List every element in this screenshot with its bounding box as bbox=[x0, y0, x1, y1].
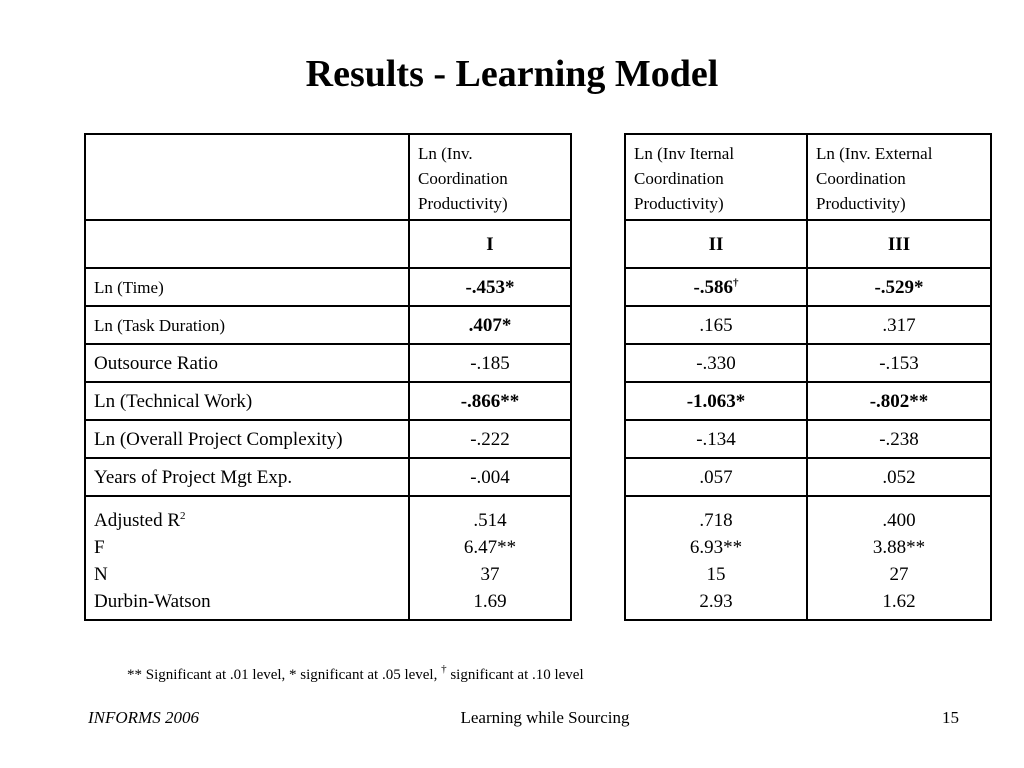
n-value: 27 bbox=[889, 564, 909, 585]
dagger-symbol: † bbox=[733, 276, 739, 289]
adjusted-r2-label: Adjusted $R^2$ bbox=[94, 510, 186, 531]
f-label: F bbox=[94, 537, 105, 558]
f-value: 3.88** bbox=[872, 537, 926, 558]
header-column-model-i: Ln (Inv. Coordination Productivity) bbox=[409, 134, 571, 220]
coefficient-cell-model-iii: .052 bbox=[807, 458, 991, 496]
stats-values-cell-model-ii bbox=[625, 496, 807, 620]
table-row bbox=[625, 268, 991, 306]
f-value: 6.93** bbox=[689, 537, 743, 558]
page-number: 15 bbox=[942, 708, 959, 727]
adjusted-r2-value: .400 bbox=[882, 510, 916, 531]
table-row-stats bbox=[85, 496, 571, 620]
results-table-model-i bbox=[84, 133, 572, 621]
stats-labels-cell bbox=[85, 496, 409, 620]
stats-values-cell-model-iii bbox=[807, 496, 991, 620]
table-row bbox=[625, 382, 991, 420]
coefficient-cell-model-iii: -.529* bbox=[807, 268, 991, 306]
coefficient-cell: -.004 bbox=[409, 458, 571, 496]
results-table-models-ii-iii bbox=[624, 133, 992, 621]
table-row bbox=[625, 306, 991, 344]
header-label-cell bbox=[85, 134, 409, 220]
stats-values-cell-model-i bbox=[409, 496, 571, 620]
variable-label: Ln (Time) bbox=[85, 268, 409, 306]
table-row bbox=[85, 458, 571, 496]
table-row bbox=[625, 344, 991, 382]
variable-label: Years of Project Mgt Exp. bbox=[85, 458, 409, 496]
coefficient-cell: .407* bbox=[409, 306, 571, 344]
table-header-row bbox=[625, 134, 991, 220]
variable-label: Ln (Task Duration) bbox=[85, 306, 409, 344]
model-number-iii: III bbox=[807, 220, 991, 268]
header-column-model-ii: Ln (Inv Iternal Coordination Productivity) bbox=[625, 134, 807, 220]
model-number-i: I bbox=[409, 220, 571, 268]
coefficient-cell: -.453* bbox=[409, 268, 571, 306]
table-row-stats bbox=[625, 496, 991, 620]
footer-conference: INFORMS 2006 bbox=[88, 708, 199, 727]
coefficient-cell-model-iii: -.153 bbox=[807, 344, 991, 382]
model-row bbox=[625, 220, 991, 268]
header-column-model-iii: Ln (Inv. External Coordination Productivity) bbox=[807, 134, 991, 220]
coefficient-cell: -.866** bbox=[409, 382, 571, 420]
coefficient-cell-model-ii: -.330 bbox=[625, 344, 807, 382]
table-row bbox=[85, 306, 571, 344]
coefficient-cell-model-iii: -.238 bbox=[807, 420, 991, 458]
variable-label: Ln (Technical Work) bbox=[85, 382, 409, 420]
durbin-watson-value: 1.69 bbox=[473, 591, 507, 612]
coefficient-cell-model-ii: .057 bbox=[625, 458, 807, 496]
n-value: 37 bbox=[480, 564, 500, 585]
coefficient-cell: -.185 bbox=[409, 344, 571, 382]
f-value: 6.47** bbox=[463, 537, 517, 558]
table-row bbox=[625, 458, 991, 496]
durbin-watson-label: Durbin-Watson bbox=[94, 591, 211, 612]
variable-label: Outsource Ratio bbox=[85, 344, 409, 382]
coefficient-cell-model-ii: -1.063* bbox=[625, 382, 807, 420]
footer-title: Learning while Sourcing bbox=[460, 708, 630, 727]
coefficient-cell: -.222 bbox=[409, 420, 571, 458]
dagger-symbol: † bbox=[441, 663, 447, 675]
table-row bbox=[85, 420, 571, 458]
table-row bbox=[85, 382, 571, 420]
model-number-ii: II bbox=[625, 220, 807, 268]
adjusted-r2-value: .718 bbox=[699, 510, 733, 531]
table-row bbox=[625, 420, 991, 458]
coefficient-cell-model-ii: -.134 bbox=[625, 420, 807, 458]
coefficient-cell-model-iii: -.802** bbox=[807, 382, 991, 420]
adjusted-r2-value: .514 bbox=[473, 510, 507, 531]
model-label-cell bbox=[85, 220, 409, 268]
durbin-watson-value: 2.93 bbox=[699, 591, 733, 612]
coefficient-cell-model-ii: -.586† bbox=[625, 268, 807, 306]
significance-footnote: ** Significant at .01 level, * significant at .05 level, † significant at .10 level bbox=[127, 663, 584, 683]
table-header-row bbox=[85, 134, 571, 220]
variable-label: Ln (Overall Project Complexity) bbox=[85, 420, 409, 458]
table-row bbox=[85, 268, 571, 306]
slide-title: Results - Learning Model bbox=[305, 53, 719, 95]
n-label: N bbox=[94, 564, 108, 585]
n-value: 15 bbox=[706, 564, 726, 585]
coefficient-cell-model-ii: .165 bbox=[625, 306, 807, 344]
coefficient-cell-model-iii: .317 bbox=[807, 306, 991, 344]
model-row bbox=[85, 220, 571, 268]
durbin-watson-value: 1.62 bbox=[882, 591, 916, 612]
table-row bbox=[85, 344, 571, 382]
